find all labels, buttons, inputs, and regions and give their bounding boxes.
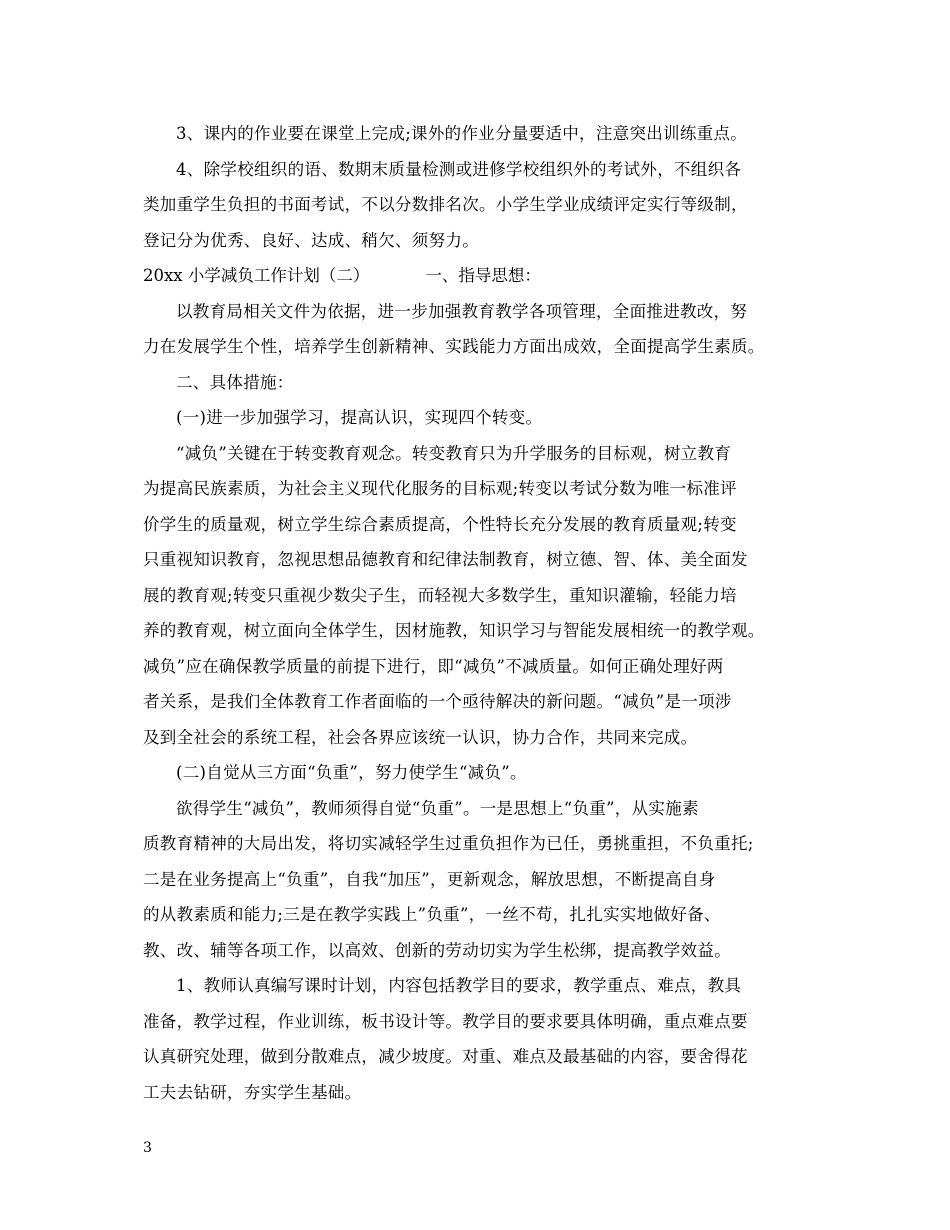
paragraph-line: 养的教育观，树立面向全体学生，因材施教，知识学习与智能发展相统一的教学观。	[143, 621, 765, 640]
paragraph-line: 力在发展学生个性，培养学生创新精神、实践能力方面出成效，全面提高学生素质。	[143, 337, 765, 356]
paragraph-line: 3、课内的作业要在课堂上完成;课外的作业分量要适中，注意突出训练重点。	[176, 124, 748, 143]
paragraph-line: 欲得学生“减负”，教师须得自觉“负重”。一是思想上“负重”，从实施素	[176, 798, 699, 818]
paragraph-line: 者关系，是我们全体教育工作者面临的一个亟待解决的新问题。“减负”是一项涉	[143, 692, 732, 711]
paragraph-line: 4、除学校组织的语、数期末质量检测或进修学校组织外的考试外，不组织各	[176, 159, 742, 179]
paragraph-line: “减负”关键在于转变教育观念。转变教育只为升学服务的目标观，树立教育	[176, 443, 732, 463]
section-heading: 二、具体措施：	[176, 372, 294, 392]
paragraph-line: 二是在业务提高上“负重”，自我“加压”，更新观念，解放思想，不断提高自身	[143, 869, 716, 889]
paragraph-line: 展的教育观;转变只重视少数尖子生，而轻视大多数学生，重知识灌输，轻能力培	[143, 585, 737, 605]
paragraph-line: 价学生的质量观，树立学生综合素质提高，个性特长充分发展的教育质量观;转变	[143, 514, 737, 534]
paragraph-line: 及到全社会的系统工程，社会各界应该统一认识，协力合作，共同来完成。	[143, 727, 698, 747]
paragraph-line: 类加重学生负担的书面考试，不以分数排名次。小学生学业成绩评定实行等级制，	[143, 195, 748, 214]
paragraph-line: 以教育局相关文件为依据，进一步加强教育教学各项管理，全面推进教改，努	[176, 301, 748, 321]
paragraph-line: 1、教师认真编写课时计划，内容包括教学目的要求，教学重点、难点，教具	[176, 976, 742, 995]
paragraph-line: 为提高民族素质，为社会主义现代化服务的目标观;转变以考试分数为唯一标准评	[143, 479, 737, 498]
paragraph-line: 只重视知识教育，忽视思想品德教育和纪律法制教育，树立德、智、体、美全面发	[143, 550, 748, 569]
section-heading-line	[143, 258, 821, 294]
paragraph-line: 减负”应在确保教学质量的前提下进行，即“减负”不减质量。如何正确处理好两	[143, 656, 724, 676]
paragraph-line: 质教育精神的大局出发，将切实减轻学生过重负担作为已任，勇挑重担，不负重托;	[143, 834, 754, 853]
paragraph-line: 登记分为优秀、良好、达成、稍欠、须努力。	[143, 230, 479, 250]
subsection-heading: (二)自觉从三方面“负重”，努力使学生“减负”。	[176, 763, 527, 782]
paragraph-line: 的从教素质和能力;三是在教学实践上”负重”，一丝不苟，扎扎实实地做好备、	[143, 905, 721, 924]
paragraph-line: 认真研究处理，做到分散难点，减少坡度。对重、难点及最基础的内容，要舍得花	[143, 1047, 748, 1066]
paragraph-line: 准备，教学过程，作业训练，板书设计等。教学目的要求要具体明确，重点难点要	[143, 1011, 748, 1031]
document-title: 20xx 小学减负工作计划（二）	[143, 266, 370, 285]
paragraph-line: 工夫去钻研，夯实学生基础。	[143, 1082, 362, 1102]
document-body	[143, 116, 821, 1110]
subsection-heading: (一)进一步加强学习，提高认识，实现四个转变。	[176, 408, 543, 427]
section-heading: 一、指导思想：	[425, 266, 541, 285]
page-number: 3	[143, 1140, 152, 1156]
paragraph-line: 教、改、辅等各项工作，以高效、创新的劳动切实为学生松绑，提高教学效益。	[143, 940, 731, 960]
